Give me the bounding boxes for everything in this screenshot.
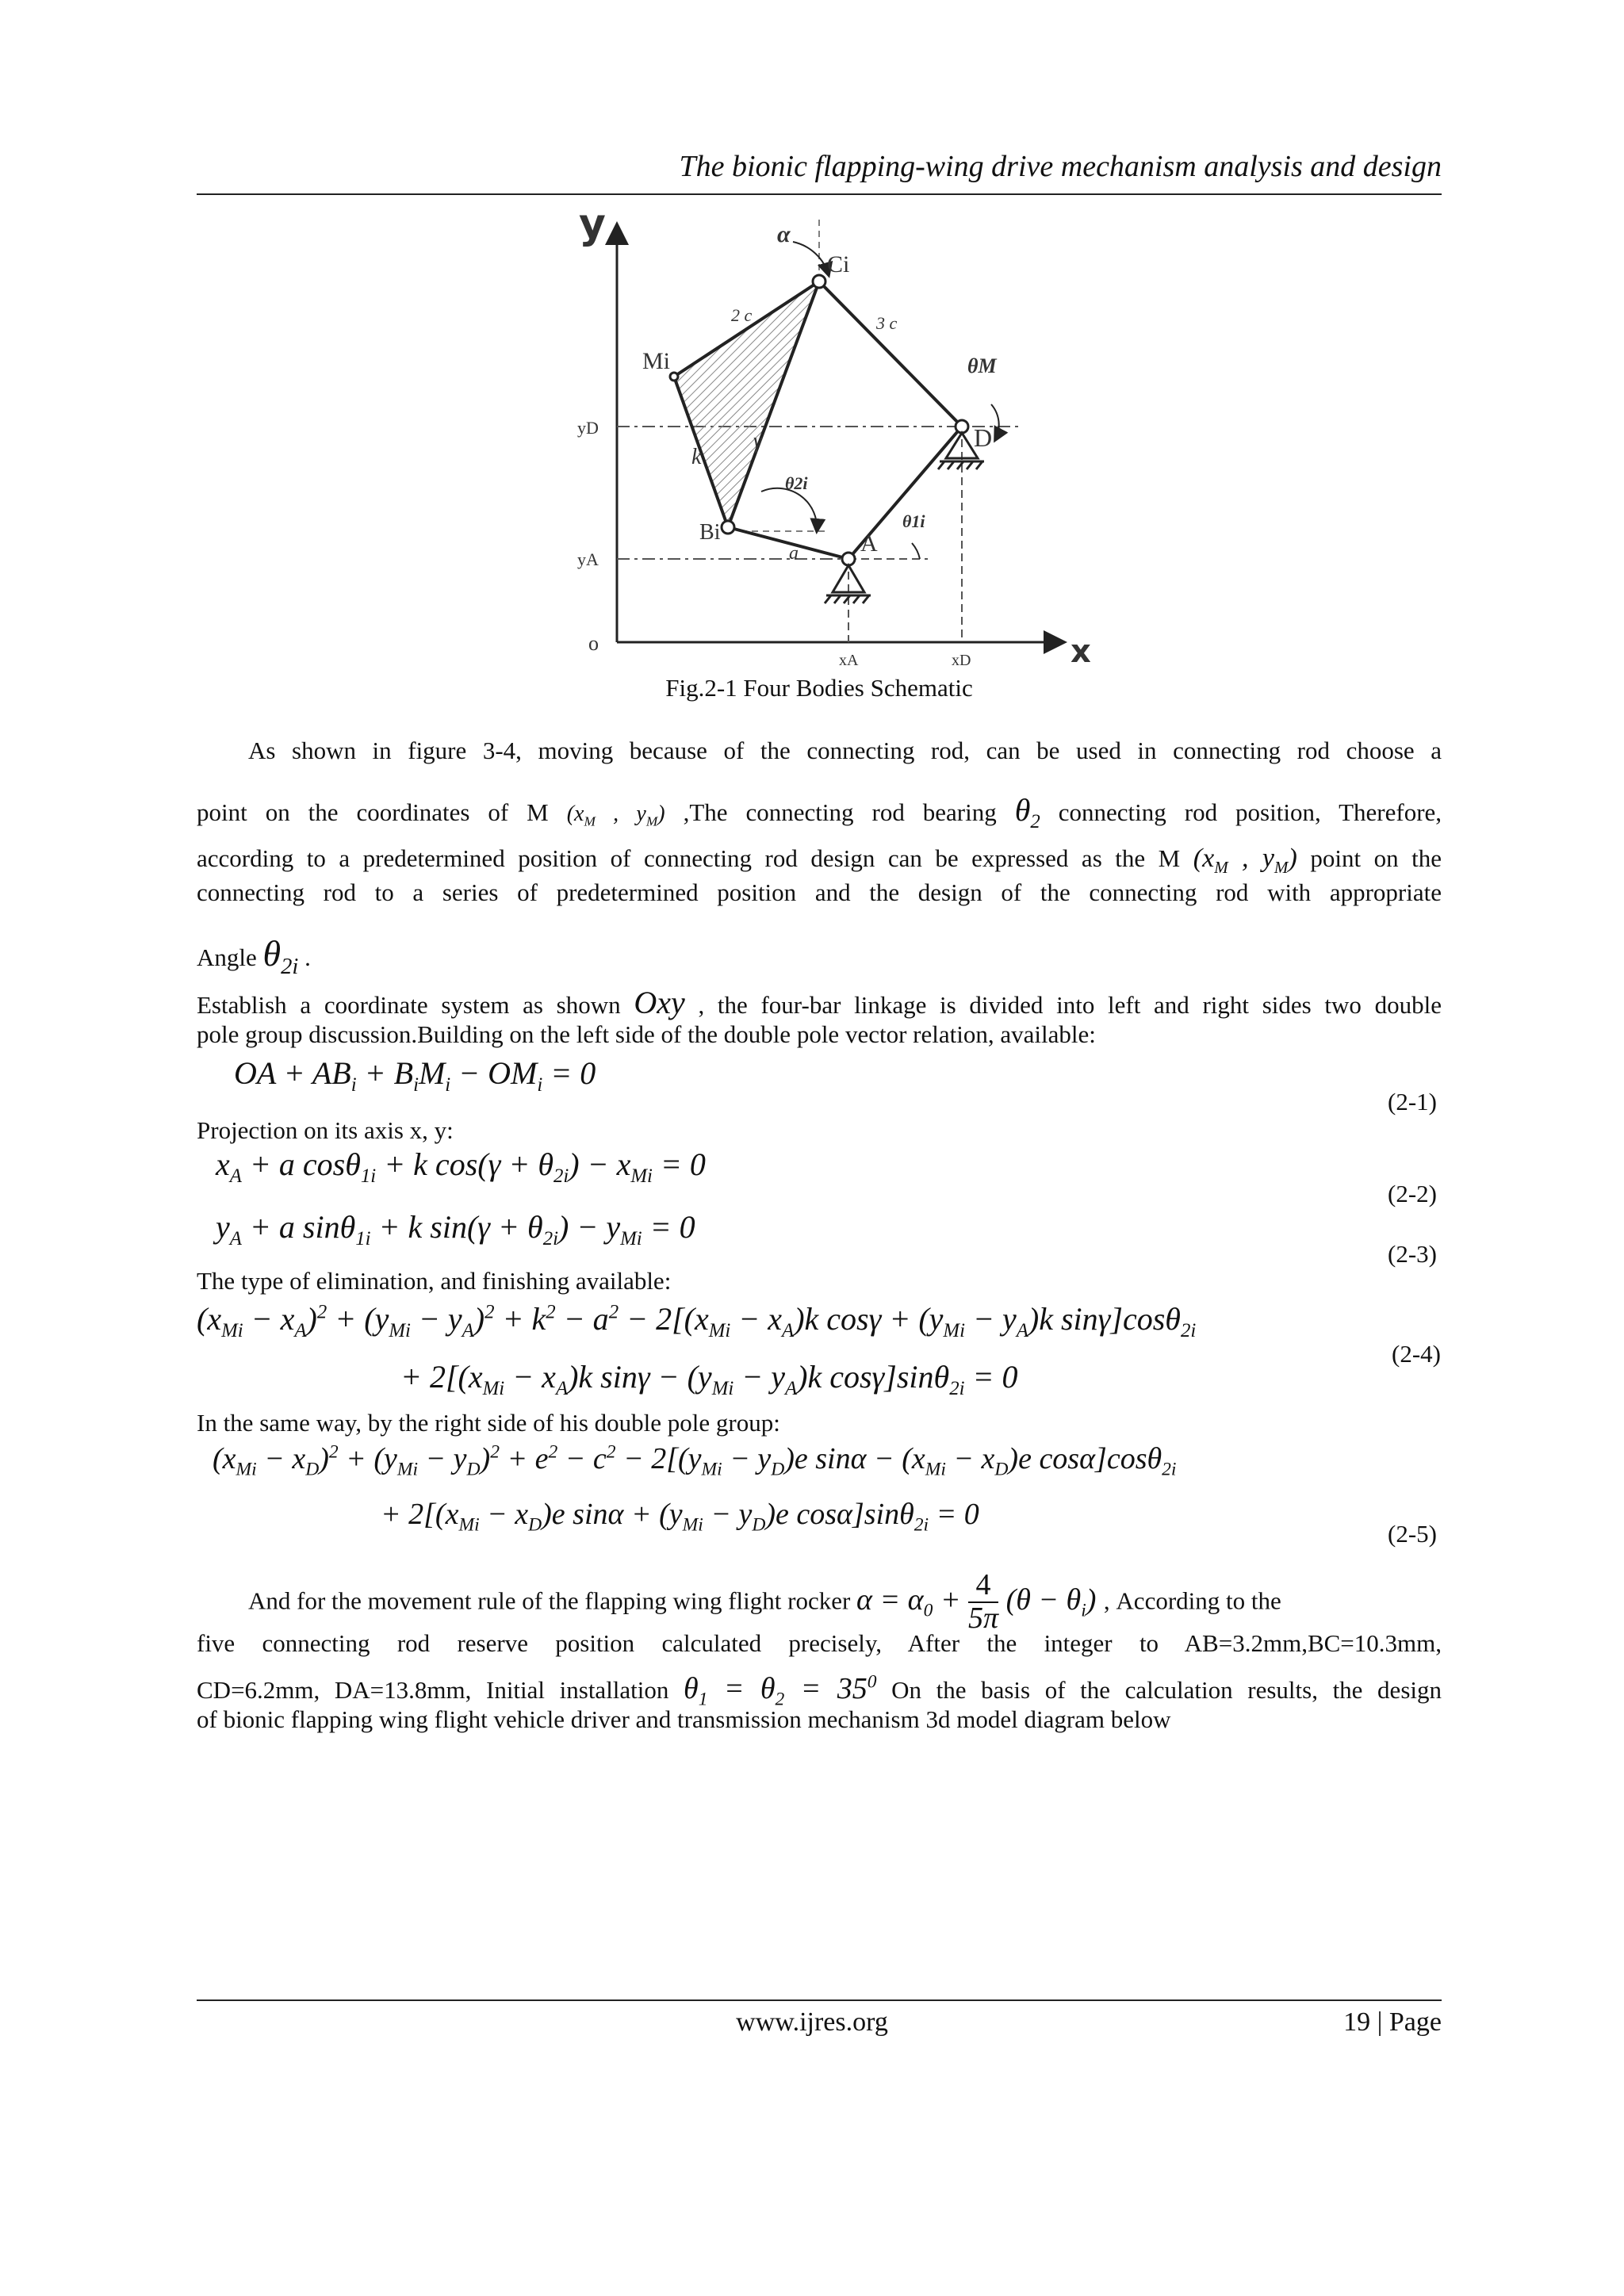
y-axis-label: y xyxy=(579,202,606,248)
equation-2-4-line-2: + $2[(x_{Mi} - x_A)k$ $\sin\gamma - (y_{Mi} - y_A)k$ cosγ]sinθ$_{2i}$ = 0 xyxy=(400,1359,1018,1399)
paragraph-1-line-4: connecting rod to a series of predetermined position and the design of the connecting rod with appropriate xyxy=(197,878,1442,906)
xD-label: xD xyxy=(952,652,971,669)
label-3c: 3 c xyxy=(876,313,898,333)
origin-label: o xyxy=(588,632,599,655)
paragraph-2-line-1: Establish a coordinate system as shown Oxy , the four-bar linkage is divided into left and right sides two double xyxy=(197,985,1442,1020)
footer-url[interactable]: www.ijres.org xyxy=(736,2007,888,2037)
four-bar-schematic xyxy=(515,202,1118,678)
link-CD xyxy=(819,281,962,427)
yA-label: yA xyxy=(577,549,599,569)
projection-text: Projection on its axis x, y: xyxy=(197,1116,454,1144)
label-thetaM: θM xyxy=(967,354,997,377)
label-M: Mi xyxy=(642,348,671,374)
eq-number-2-2: (2-2) xyxy=(1388,1180,1437,1207)
eq-number-2-3: (2-3) xyxy=(1388,1240,1437,1268)
link-AB xyxy=(728,527,848,559)
label-alpha: α xyxy=(777,221,791,247)
equation-2-3: $y_A + a$ sinθ$_{1i}$ + k $\sin(\gamma + \theta_{2i}) - y_{Mi} = 0$ xyxy=(216,1209,695,1249)
joint-C xyxy=(813,275,825,288)
paragraph-3-line-3: CD=6.2mm, DA=13.8mm, Initial installation $\theta_1 = \theta_2 = 35^0$ On the basis of the calculation results, the design xyxy=(197,1671,1442,1710)
equation-2-4-line-1: $(x_{Mi} - x_A)^2 + (y_{Mi} - y_A)^2 + k^2 - a^2 - 2[(x_{Mi} - x_A)k$ $\cos\gamma + (y_{Mi} - y_A)k$ sinγ]cosθ$_{2i}$ xyxy=(197,1301,1197,1341)
label-B: Bi xyxy=(699,520,721,545)
x-axis-label: x xyxy=(1071,633,1091,670)
label-theta1: θ1i xyxy=(902,511,925,531)
paragraph-3-line-2: five connecting rod reserve position calculated precisely, After the integer to AB=3.2mm,BC=10.3mm, xyxy=(197,1629,1442,1657)
label-theta2: θ2i xyxy=(785,473,808,493)
label-D: D xyxy=(974,423,993,452)
paragraph-1-line-1: As shown in figure 3-4, moving because of the connecting rod, can be used in connecting rod choose a xyxy=(248,737,1442,764)
running-header: The bionic flapping-wing drive mechanism analysis and design xyxy=(679,150,1442,183)
label-C: Ci xyxy=(827,251,850,277)
figure-caption: Fig.2-1 Four Bodies Schematic xyxy=(665,674,973,702)
label-a: a xyxy=(789,543,799,564)
header-rule xyxy=(197,193,1442,195)
eq-number-2-5: (2-5) xyxy=(1388,1520,1437,1548)
paragraph-1-line-5: Angle $\theta_{2i}$ . xyxy=(197,933,311,980)
joint-M xyxy=(670,373,678,381)
equation-2-2: $x_A + a$ cosθ$_{1i}$ + k $\cos(\gamma + \theta_{2i}) - x_{Mi} = 0$ xyxy=(216,1146,706,1187)
label-k: k xyxy=(691,445,702,469)
xA-label: xA xyxy=(839,652,859,669)
label-A: A xyxy=(860,530,878,557)
footer-page-number: 19 | Page xyxy=(1343,2007,1442,2037)
equation-2-5-line-1: $(x_{Mi} - x_D)^2 + (y_{Mi} - y_D)^2 + e^2 - c^2 - 2[(y_{Mi} - y_D)e$ $\sin\alpha - (x_{Mi} - x_D)e$ cosα]cosθ$_{2i}$ xyxy=(213,1441,1177,1480)
elimination-text: The type of elimination, and finishing available: xyxy=(197,1267,672,1295)
paragraph-3-line-4: of bionic flapping wing flight vehicle driver and transmission mechanism 3d model diagram below xyxy=(197,1705,1171,1733)
yD-label: yD xyxy=(577,418,599,438)
paragraph-1-line-3: according to a predetermined position of connecting rod design can be expressed as the M ($x_M$ , $y_M$) point on the xyxy=(197,844,1442,877)
paragraph-2-line-2: pole group discussion.Building on the left side of the double pole vector relation, available: xyxy=(197,1020,1096,1048)
footer-rule xyxy=(197,1999,1442,2001)
equation-2-5-line-2: + $2[(x_{Mi} - x_D)e$ $\sin\alpha + (y_{Mi} - y_D)e$ cosα]sinθ$_{2i}$ = 0 xyxy=(381,1498,979,1536)
joint-B xyxy=(722,521,734,534)
paragraph-1-line-2: point on the coordinates of M ($x_M$ , $y_M$) ,The connecting rod bearing $\theta_2$ connecting rod position, Therefore, xyxy=(197,792,1442,832)
eq-number-2-4: (2-4) xyxy=(1392,1340,1441,1368)
eq-number-2-1: (2-1) xyxy=(1388,1088,1437,1115)
label-gamma: γ xyxy=(753,429,763,453)
paragraph-3-line-1: And for the movement rule of the flapping wing flight rocker $\alpha = \alpha_0$ + $\frac{4}{5\pi}$ $(\theta - \theta_i)$ , According to the xyxy=(248,1568,1281,1635)
equation-2-1: OA + $AB_i + B_iM_i - OM_i = 0$ xyxy=(234,1055,596,1096)
same-way-text: In the same way, by the right side of his double pole group: xyxy=(197,1409,780,1437)
label-2c: 2 c xyxy=(731,305,753,325)
